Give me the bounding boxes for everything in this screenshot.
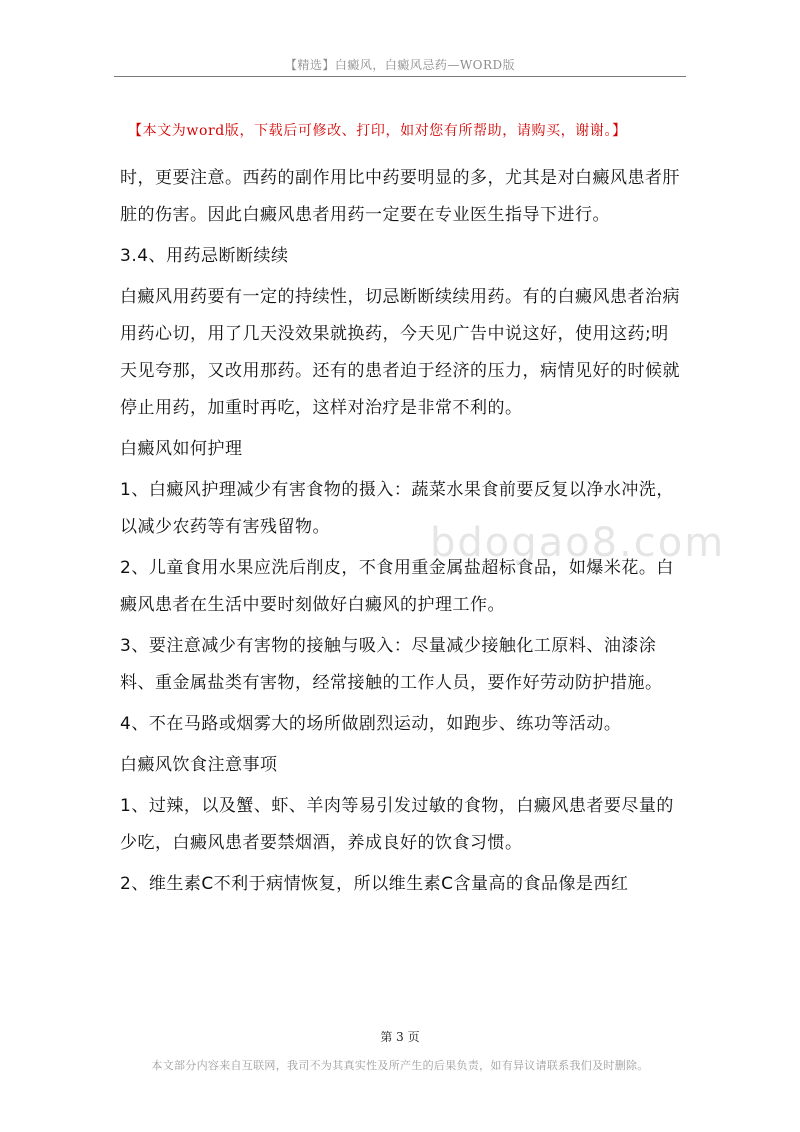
document-body	[120, 160, 686, 903]
section-heading: 白癜风饮食注意事项	[120, 755, 278, 775]
page-header: 【精选】白癜风，白癜风忌药—WORD版	[284, 58, 516, 72]
list-item: 2、儿童食用水果应洗后削皮，不食用重金属盐超标食品，如爆米花。白癜风患者在生活中要时刻做好白癜风的护理工作。	[120, 558, 674, 615]
watermark: bdogao8.com	[430, 520, 726, 566]
download-notice: 【本文为word版，下载后可修改、打印，如对您有所帮助，请购买，谢谢。】	[128, 123, 627, 139]
header-divider	[114, 76, 686, 77]
page-number: 第 3 页	[380, 1030, 420, 1044]
list-item: 1、白癜风护理减少有害食物的摄入：蔬菜水果食前要反复以净水冲洗，以减少农药等有害残留物。	[120, 480, 674, 537]
section-heading: 白癜风如何护理	[120, 439, 243, 459]
paragraph: 时，更要注意。西药的副作用比中药要明显的多，尤其是对白癜风患者肝脏的伤害。因此白癜风患者用药一定要在专业医生指导下进行。	[120, 168, 680, 225]
list-item: 2、维生素C不利于病情恢复，所以维生素C含量高的食品像是西红	[120, 874, 629, 894]
section-heading: 3.4、用药忌断断续续	[120, 246, 289, 266]
paragraph: 白癜风用药要有一定的持续性，切忌断断续续用药。有的白癜风患者治病用药心切，用了几天没效果就换药，今天见广告中说这好，使用这药;明天见夸那，又改用那药。还有的患者迫于经济的压力，病情见好的时候就停止用药，加重时再吃，这样对治疗是非常不利的。	[120, 287, 680, 418]
list-item: 1、过辣，以及蟹、虾、羊肉等易引发过敏的食物，白癜风患者要尽量的少吃，白癜风患者要禁烟酒，养成良好的饮食习惯。	[120, 796, 674, 853]
list-item: 3、要注意减少有害物的接触与吸入：尽量减少接触化工原料、油漆涂料、重金属盐类有害物，经常接触的工作人员，要作好劳动防护措施。	[120, 636, 663, 693]
footer-disclaimer: 本文部分内容来自互联网，我司不为其真实性及所产生的后果负责，如有异议请联系我们及时删除。	[151, 1059, 649, 1072]
list-item: 4、不在马路或烟雾大的场所做剧烈运动，如跑步、练功等活动。	[120, 714, 622, 734]
